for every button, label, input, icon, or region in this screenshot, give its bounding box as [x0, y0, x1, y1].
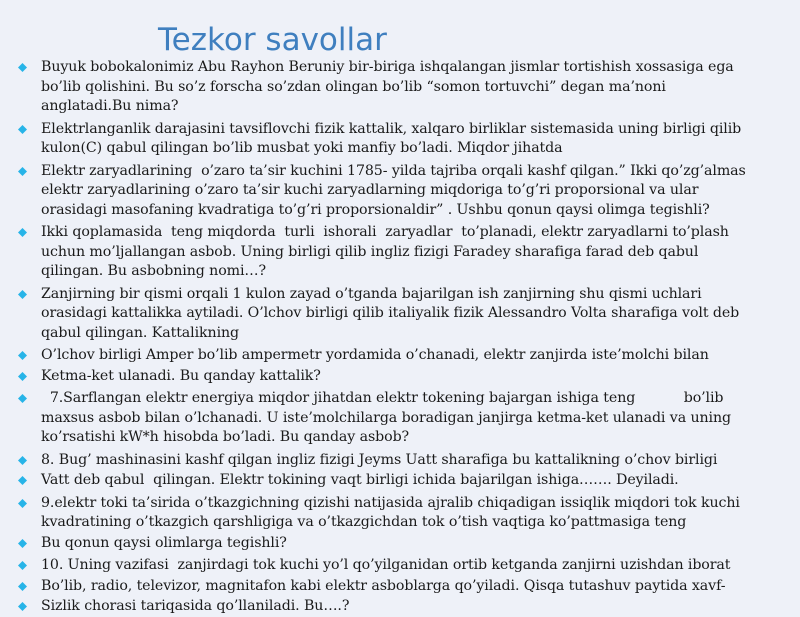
question-item — [0, 162, 800, 221]
question-item — [0, 451, 800, 471]
question-text-line: maxsus asbob bilan o’lchanadi. U iste’molchilarga boradigan janjirga ketma-ket ulanadi va uning — [41, 409, 731, 426]
slide-title: Tezkor savollar — [158, 22, 387, 58]
question-text-line: Zanjirning bir qismi orqali 1 kulon zayad o’tganda bajarilgan ish zanjirning shu qismi uchlari — [41, 285, 702, 302]
question-text-line: ko’rsatishi kW*h hisobda bo’ladi. Bu qanday asbob? — [41, 429, 410, 445]
question-item — [0, 120, 800, 159]
question-item — [0, 389, 800, 448]
question-text-line: kvadratining o’tkazgich qarshligiga va o’tkazgichdan tok o’tish vaqtiga ko’pattmasiga teng — [41, 514, 687, 530]
question-text-line: Ketma-ket ulanadi. Bu qanday kattalik? — [41, 367, 321, 384]
diamond-bullet-icon — [18, 167, 27, 176]
diamond-bullet-icon — [18, 228, 27, 237]
question-text-line: qilingan. Bu asbobning nomi…? — [41, 263, 267, 279]
question-text-line: orasidagi masofaning kvadratiga to’g’ri proporsionaldir” . Ushbu qonun qaysi olimga tegishli? — [41, 201, 710, 218]
question-item — [0, 346, 800, 366]
question-text-line: Ikki qoplamasida teng miqdorda turli ishorali zaryadlar to’planadi, elektr zaryadlarni to’plash — [41, 224, 729, 240]
question-item — [0, 285, 800, 344]
question-text-line: Elektrlanganlik darajasini tavsiflovchi fizik kattalik, xalqaro birliklar sistemasida uning birligi qilib — [41, 120, 742, 137]
question-item — [0, 556, 800, 576]
question-item — [0, 58, 800, 117]
diamond-bullet-icon — [18, 602, 27, 611]
question-text-line: bo’lib qolishini. Bu so’z forscha so’zdan olingan bo’lib “somon tortuvchi” degan ma’noni — [41, 78, 666, 95]
diamond-bullet-icon — [18, 499, 27, 508]
question-text-line: anglatadi.Bu nima? — [41, 98, 179, 114]
question-text-line: O’lchov birligi Amper bo’lib ampermetr yordamida o’chanadi, elektr zanjirda iste’molchi bilan — [41, 347, 709, 363]
question-text-line: Bo’lib, radio, televizor, magnitafon kabi elektr asboblarga qo’yiladi. Qisqa tutashuv paytida xavf- — [41, 577, 726, 594]
question-text-line: Buyuk bobokalonimiz Abu Rayhon Beruniy bir-biriga ishqalangan jismlar tortishish xossasiga ega — [41, 59, 734, 75]
question-item — [0, 577, 800, 597]
diamond-bullet-icon — [18, 290, 27, 299]
question-item — [0, 494, 800, 533]
question-item — [0, 471, 800, 491]
question-list — [0, 58, 800, 617]
question-text-line: Vatt deb qabul qilingan. Elektr tokining vaqt birligi ichida bajarilgan ishiga……. Deyiladi. — [41, 472, 679, 488]
question-item — [0, 223, 800, 282]
question-item — [0, 534, 800, 554]
question-text-line: orasidagi kattalikka aytiladi. O’lchov birligi qilib italiyalik fizik Alessandro Volta sharafiga volt deb — [41, 305, 740, 321]
diamond-bullet-icon — [18, 561, 27, 570]
question-text-line: qabul qilingan. Kattalikning — [41, 324, 240, 341]
question-text-line: kulon(C) qabul qilingan bo’lib musbat yoki manfiy bo’ladi. Miqdor jihatda — [41, 140, 563, 156]
question-text-line: 10. Uning vazifasi zanjirdagi tok kuchi yo’l qo’yilganidan ortib ketganda zanjirni uzishdan iborat — [41, 557, 731, 573]
diamond-bullet-icon — [18, 539, 27, 548]
diamond-bullet-icon — [18, 351, 27, 360]
diamond-bullet-icon — [18, 582, 27, 591]
question-text-line: 7.Sarflangan elektr energiya miqdor jihatdan elektr tokening bajargan ishiga teng bo’lib — [41, 390, 724, 406]
question-text-line: uchun mo’ljallangan asbob. Uning birligi qilib ingliz fizigi Faradey sharafiga farad deb qabul — [41, 243, 699, 260]
question-text-line: Elektr zaryadlarining o’zaro ta’sir kuchini 1785- yilda tajriba orqali kashf qilgan.” Ikki qo’zg’almas — [41, 162, 746, 179]
question-text-line: 9.elektr toki ta’sirida o’tkazgichning qizishi natijasida ajralib chiqadigan issiqlik miqdori tok kuchi — [41, 494, 740, 511]
diamond-bullet-icon — [18, 63, 27, 72]
question-text-line: Sizlik chorasi tariqasida qo’llaniladi. Bu….? — [41, 598, 350, 614]
diamond-bullet-icon — [18, 476, 27, 485]
question-item — [0, 367, 800, 387]
diamond-bullet-icon — [18, 125, 27, 134]
question-text-line: 8. Bug’ mashinasini kashf qilgan ingliz fizigi Jeyms Uatt sharafiga bu kattalikning o’chov birligi — [41, 451, 718, 468]
diamond-bullet-icon — [18, 394, 27, 403]
question-text-line: Bu qonun qaysi olimlarga tegishli? — [41, 534, 287, 551]
question-text-line: elektr zaryadlarining o’zaro ta’sir kuchi zaryadlarning miqdoriga to’g’ri proporsional va ular — [41, 182, 699, 198]
diamond-bullet-icon — [18, 372, 27, 381]
diamond-bullet-icon — [18, 456, 27, 465]
